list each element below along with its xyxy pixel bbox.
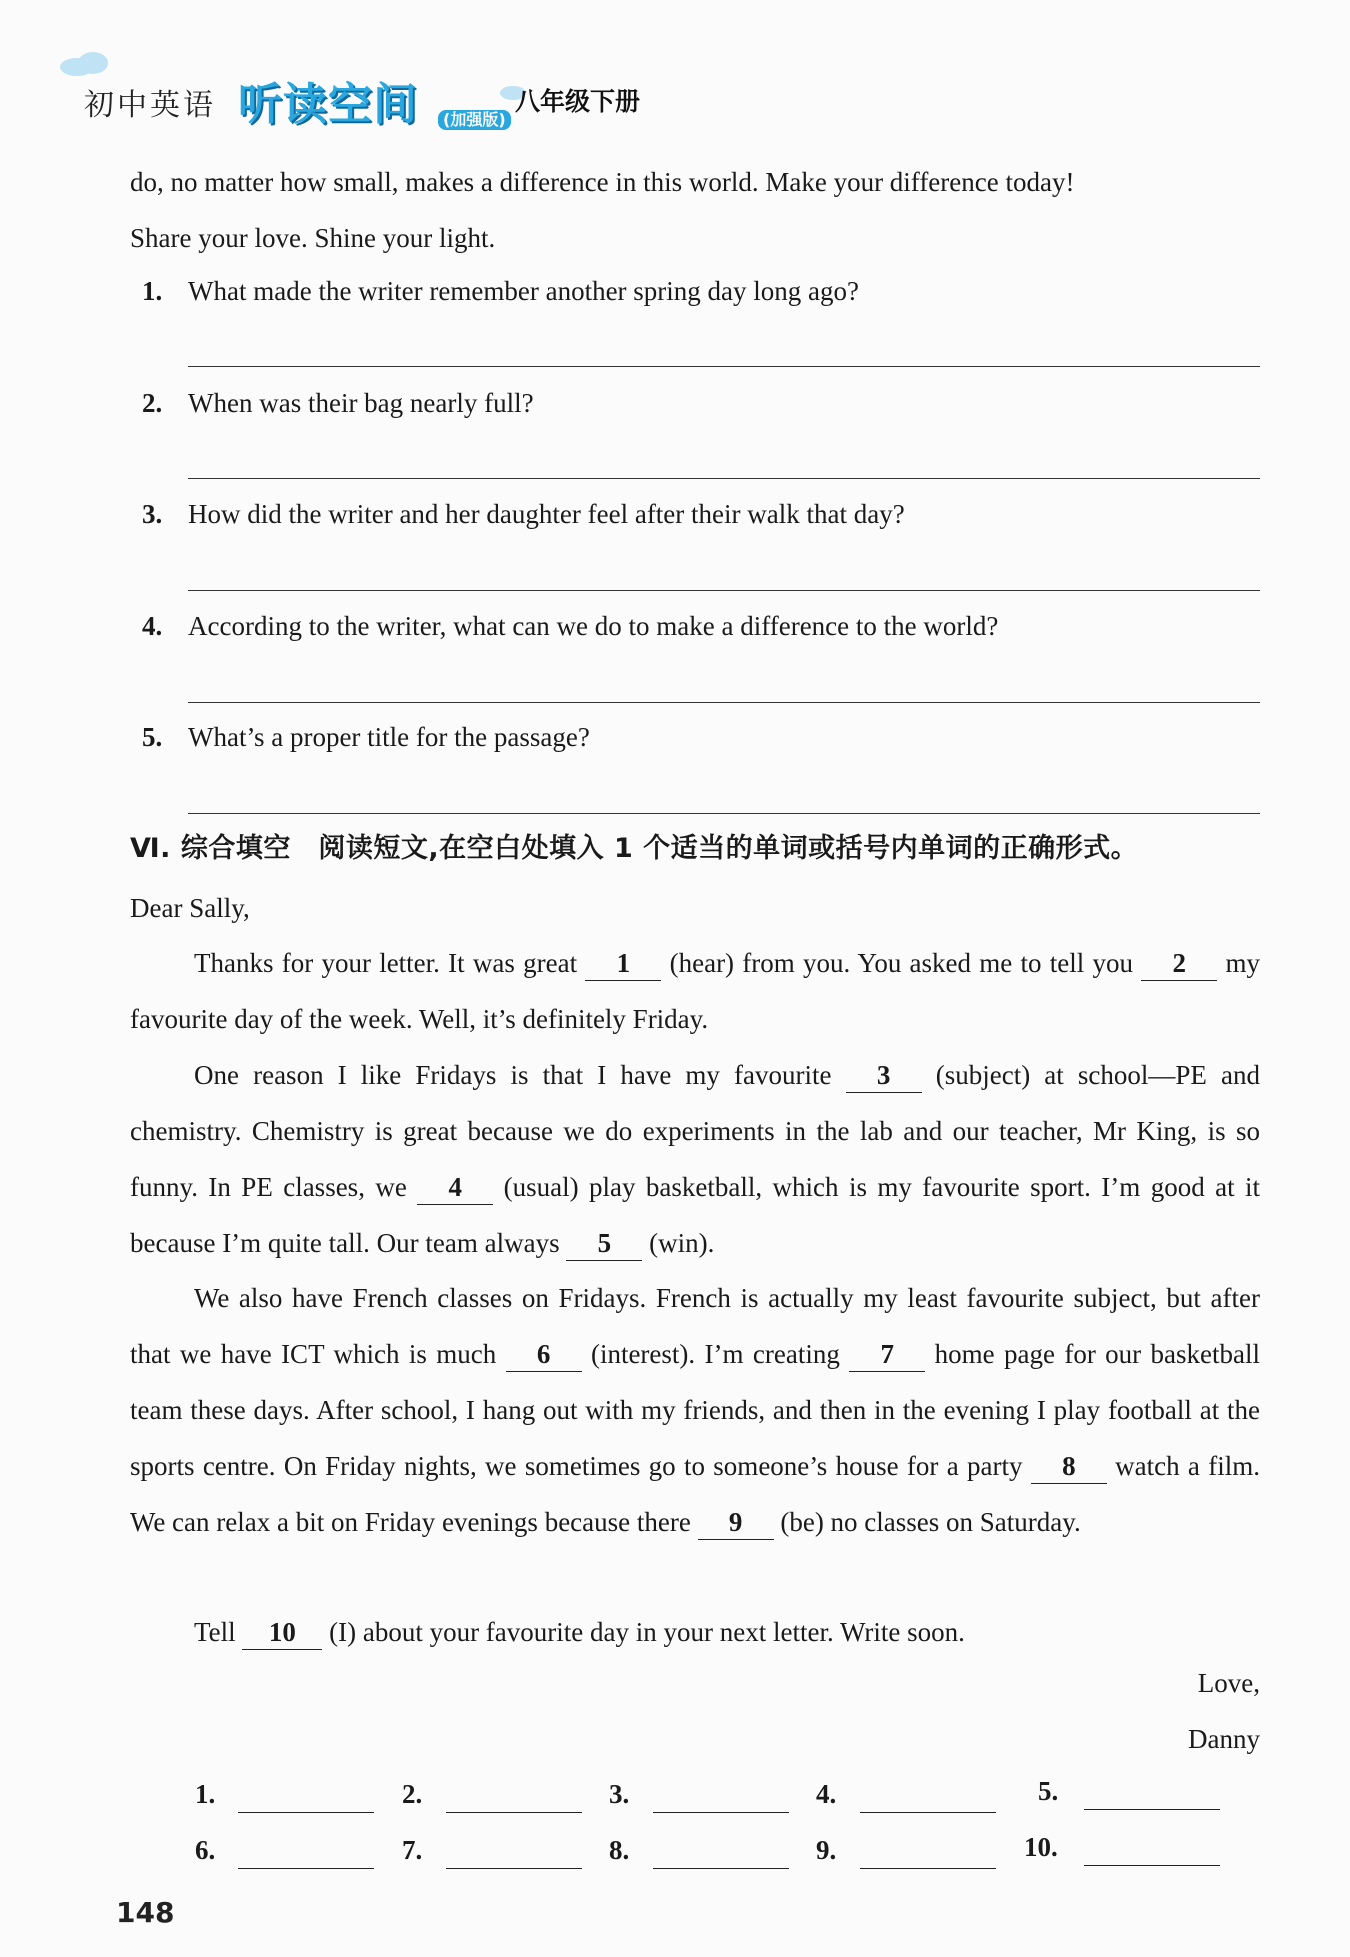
answer-slot-10[interactable] xyxy=(1084,1865,1220,1866)
text-run: (usual) play basketball, which is my favourite sport. I’m good at it because I’m quite tall. Our team always xyxy=(130,1172,1261,1258)
passage-ending xyxy=(130,154,1260,266)
text-run: (I) about your favourite day in your next letter. Write soon. xyxy=(322,1617,965,1647)
text-run: (subject) at school—PE and chemistry. Chemistry is great because we do experiments in the lab and our teacher, Mr King, is so funny. In PE classes, we xyxy=(130,1060,1260,1202)
answer-slot-9[interactable] xyxy=(860,1868,996,1869)
answer-line-4[interactable] xyxy=(188,702,1260,703)
question-3 xyxy=(142,499,905,530)
answer-line-1[interactable] xyxy=(188,366,1260,367)
letter-closing: Love, xyxy=(1197,1668,1260,1698)
answer-slot-4[interactable] xyxy=(860,1812,996,1813)
text-run: home page for our basketball team these days. After school, I hang out with my friends, and then in the evening I play football at the sports centre. On Friday nights, we sometimes go to someone’s house for a party xyxy=(130,1339,1261,1481)
blank-9[interactable]: 9 xyxy=(698,1505,774,1540)
brand-logo: 听读空间 xyxy=(238,79,418,130)
blank-6[interactable]: 6 xyxy=(506,1337,582,1372)
text-run: watch a film. We can relax a bit on Friday evenings because there xyxy=(130,1451,1260,1537)
page-header xyxy=(60,52,760,132)
answer-line-3[interactable] xyxy=(188,590,1260,591)
answer-label-7: 7. xyxy=(402,1835,423,1865)
answer-slot-6[interactable] xyxy=(238,1868,374,1869)
blank-5[interactable]: 5 xyxy=(566,1226,642,1261)
question-5 xyxy=(142,722,590,753)
cloud-decoration-icon xyxy=(78,52,108,74)
text-run: (win). xyxy=(642,1228,715,1258)
question-2 xyxy=(142,388,534,419)
question-text: How did the writer and her daughter feel after their walk that day? xyxy=(188,499,905,529)
blank-10[interactable]: 10 xyxy=(242,1615,322,1650)
answer-label-8: 8. xyxy=(609,1835,630,1865)
salutation-text: Dear Sally, xyxy=(130,893,250,923)
blank-8[interactable]: 8 xyxy=(1031,1449,1107,1484)
letter-paragraph-2 xyxy=(130,1047,1260,1271)
blank-2[interactable]: 2 xyxy=(1141,946,1217,981)
letter-salutation xyxy=(130,880,1260,936)
answer-slot-1[interactable] xyxy=(238,1812,374,1813)
answer-slot-3[interactable] xyxy=(653,1812,789,1813)
answer-slot-8[interactable] xyxy=(653,1868,789,1869)
text-run: (hear) from you. You asked me to tell you xyxy=(661,948,1142,978)
answer-label-10: 10. xyxy=(1024,1832,1058,1862)
question-text: According to the writer, what can we do to make a difference to the world? xyxy=(188,611,999,641)
blank-4[interactable]: 4 xyxy=(417,1170,493,1205)
answer-label-6: 6. xyxy=(195,1835,216,1865)
letter-paragraph-1 xyxy=(130,935,1260,1047)
question-number: 2. xyxy=(142,388,163,418)
text-run: my favourite day of the week. Well, it’s definitely Friday. xyxy=(130,948,1260,1034)
answer-label-9: 9. xyxy=(816,1835,837,1865)
section-title: Ⅵ. 综合填空 阅读短文,在空白处填入 1 个适当的单词或括号内单词的正确形式。 xyxy=(130,833,1139,864)
question-1 xyxy=(142,276,859,307)
answer-slot-2[interactable] xyxy=(446,1812,582,1813)
answer-line-5[interactable] xyxy=(188,813,1260,814)
book-title: 初中英语 xyxy=(84,88,216,123)
answer-label-4: 4. xyxy=(816,1779,837,1809)
answer-label-3: 3. xyxy=(609,1779,630,1809)
passage-line: do, no matter how small, makes a difference in this world. Make your difference today! xyxy=(130,167,1075,197)
passage-line: Share your love. Shine your light. xyxy=(130,223,496,253)
letter-paragraph-4 xyxy=(130,1604,1260,1660)
answer-label-1: 1. xyxy=(195,1779,216,1809)
text-run: One reason I like Fridays is that I have my favourite xyxy=(194,1060,846,1090)
question-text: What’s a proper title for the passage? xyxy=(188,722,590,752)
text-run: (be) no classes on Saturday. xyxy=(773,1507,1081,1537)
answer-label-2: 2. xyxy=(402,1779,423,1809)
letter-signature: Danny xyxy=(1188,1724,1260,1754)
answer-slot-5[interactable] xyxy=(1084,1809,1220,1810)
blank-7[interactable]: 7 xyxy=(849,1337,925,1372)
answer-slot-7[interactable] xyxy=(446,1868,582,1869)
answer-line-2[interactable] xyxy=(188,478,1260,479)
question-text: When was their bag nearly full? xyxy=(188,388,534,418)
letter-paragraph-3 xyxy=(130,1270,1260,1550)
text-run: We also have French classes on Fridays. French is actually my least favourite subject, but after that we have ICT which is much xyxy=(130,1283,1260,1369)
question-4 xyxy=(142,611,998,642)
blank-3[interactable]: 3 xyxy=(846,1058,922,1093)
page-number: 148 xyxy=(116,1896,175,1929)
question-number: 1. xyxy=(142,276,163,306)
answer-label-5: 5. xyxy=(1038,1776,1059,1806)
blank-1[interactable]: 1 xyxy=(585,946,661,981)
text-run: Tell xyxy=(194,1617,243,1647)
grade-label: 八年级下册 xyxy=(515,87,641,116)
edition-badge: (加强版) xyxy=(438,110,511,130)
text-run: (interest). I’m creating xyxy=(581,1339,850,1369)
question-number: 5. xyxy=(142,722,163,752)
question-number: 4. xyxy=(142,611,163,641)
text-run: Thanks for your letter. It was great xyxy=(194,948,586,978)
question-text: What made the writer remember another spring day long ago? xyxy=(188,276,859,306)
question-number: 3. xyxy=(142,499,163,529)
